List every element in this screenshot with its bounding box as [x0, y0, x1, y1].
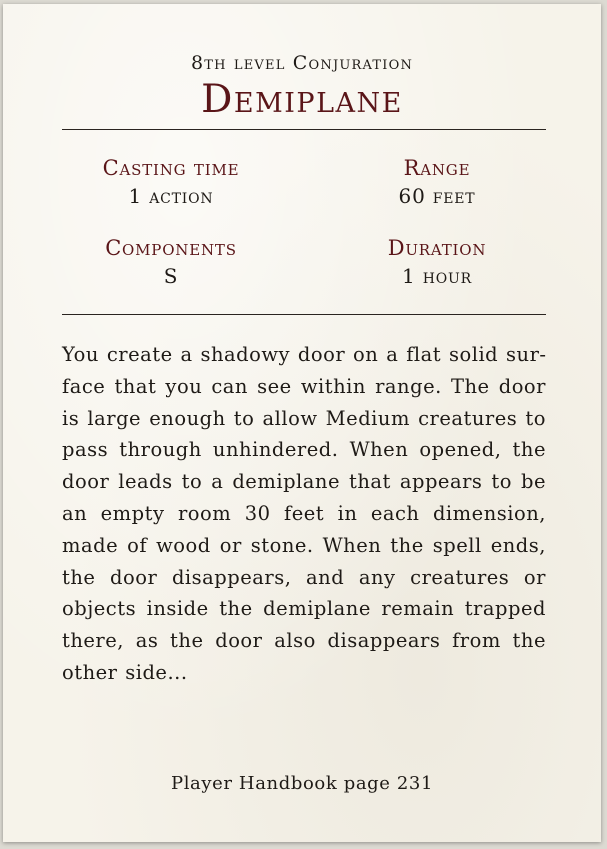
- spell-card: [3, 4, 601, 842]
- range-value: 60 feet: [398, 184, 476, 208]
- components-label: Components: [105, 236, 237, 260]
- source-reference: Player Handbook page 231: [170, 773, 434, 794]
- casting-time-label: Casting time: [102, 156, 240, 180]
- spell-title: Demiplane: [201, 77, 403, 122]
- range-label: Range: [403, 156, 471, 180]
- spell-description: You create a shadowy door on a flat solid surface that you can see within range. The door is large enough to allow Medium creatures to pass through unhindered. When opened, the door leads to a demiplane that appears to be an empty room 30 feet in each dimension, made of wood or stone. When the spell ends, the door disappears, and any creatures or objects inside the demiplane remain trapped there, as the door also disappears from the other side...: [62, 343, 546, 684]
- duration-value: 1 hour: [402, 264, 472, 288]
- casting-time-value: 1 action: [128, 184, 214, 208]
- spell-level-school: 8th level Conjuration: [190, 52, 414, 74]
- casting-time-block: [41, 155, 301, 211]
- components-value: S: [163, 264, 179, 288]
- top-divider: [62, 129, 546, 130]
- range-block: [307, 155, 567, 211]
- duration-label: Duration: [387, 236, 487, 260]
- duration-block: [307, 235, 567, 291]
- components-block: [41, 235, 301, 291]
- bottom-divider: [62, 314, 546, 315]
